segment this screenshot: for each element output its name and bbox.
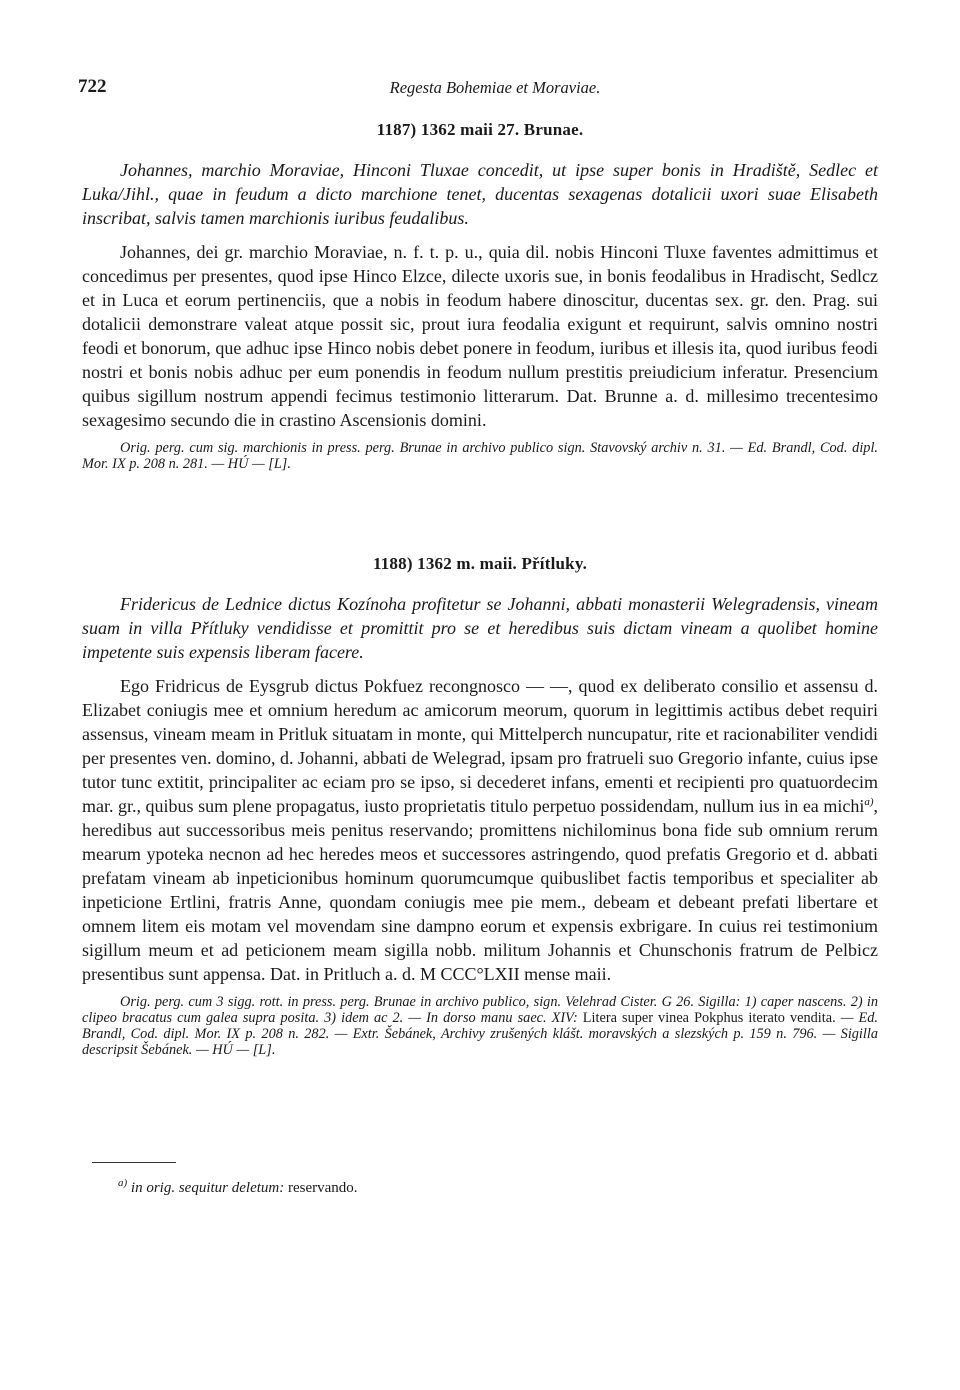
footnote-divider (92, 1162, 176, 1163)
note-part: — Ed. Brandl, Cod. dipl. Mor. IX p. 208 n. 282. — Extr. Šebánek, Archivy zrušených klášt. moravských a slezských p. 159 n. 796. — Sigilla descripsit Šebánek. — HÚ — [L]. (82, 1010, 878, 1058)
entry-1188 (82, 554, 878, 1058)
note-part: Orig. perg. cum 3 sigg. rott. in press. perg. Brunae in archivo publico, sign. Velehrad Cister. G 26. Sigilla: 1) caper nascens. 2) in clipeo bracatus cum galea supra posita. 3) idem ac 2. — In dorso manu saec. XIV: (82, 994, 878, 1026)
entry-heading (82, 554, 878, 574)
entry-note (82, 994, 878, 1058)
entry-text (82, 674, 878, 986)
footnote-text: reservando. (288, 1180, 358, 1196)
entry-number: 1188) (372, 554, 413, 573)
footnote-reference: a) (864, 796, 874, 808)
text-part: , heredibus aut successoribus meis penitus reservando; promittens nichilominus bona fide sub omnium rerum mearum ypoteka necnon ad hec heredes meos et successores astringendo, quod prefatis Gregorio et d. abbati prefatam vineam ab inpeticionibus hominum quorumcumque quibuslibet factis temporibus et specialiter ab inpeticione Ertlini, fratris Anne, quondam coniugis mee pie mem., debeam et debeant prefati libertare et omnem litem eis motam vel movendam sine dampno eorum et expensis exbrigare. In cuius rei testimonium sigillum meum et ad peticionem meam sigilla nobb. militum Johannis et Chunschonis fratrum de Pelbicz presentibus sunt appensa. Dat. in Pritluch a. d. M CCC°LXII mense maii. (82, 796, 878, 984)
entry-place: Přítluky. (521, 554, 588, 573)
footnote (118, 1177, 358, 1197)
entry-text: Johannes, dei gr. marchio Moraviae, n. f. t. p. u., quia dil. nobis Hinconi Tluxe faventes admittimus et concedimus per presentes, quod ipse Hinco Elzce, dilecte uxoris sue, in bonis feodalibus in Hradischt, Sedlcz et in Luca et eorum pertinenciis, que a nobis in feodum habere dinoscitur, ducentas sex. gr. den. Prag. sui dotalicii demonstrare valeat atque possit sic, prout iura feodalia exigunt et requirunt, salvis omnino nostri feodi et bonorum, que adhuc ipse Hinco nobis debet ponere in feodum, iuribus et illesis ita, quod iuribus feodi nostri et bonis nobis adhuc per eum ponendis in feodum nullum prestitis preiudicium inferatur. Presencium quibus sigillum nostrum appendi fecimus testimonio litterarum. Dat. Brunne a. d. millesimo trecentesimo sexagesimo secundo die in crastino Ascensionis domini. (82, 242, 878, 430)
footnote-italic-text: in orig. sequitur deletum: (127, 1180, 288, 1196)
entry-note: Orig. perg. cum sig. marchionis in press. perg. Brunae in archivo publico sign. Stavovský archiv n. 31. — Ed. Brandl, Cod. dipl. Mor. IX p. 208 n. 281. — HÚ — [L]. (82, 440, 878, 472)
entry-heading (82, 120, 878, 140)
entry-date: 1362 m. maii. (417, 554, 518, 573)
text-part: Ego Fridricus de Eysgrub dictus Pokfuez recongnosco — —, quod ex deliberato consilio et assensu d. Elizabet coniugis mee et omnium heredum ac amicorum meorum, quorum in legittimis actibus debet requiri assensus, vineam meam in Pritluk situatam in monte, qui Mittelperch nuncupatur, rite et racionabiliter vendidi per presentes ven. domino, d. Johanni, abbati de Welegrad, ipsam pro fratrueli suo Gregorio infante, cuius ipse tutor tunc extitit, principaliter ac eciam pro se ipso, si decederet infans, ementi et recipienti pro quatuordecim mar. gr., quibus sum plene propagatus, iusto proprietatis titulo perpetuo possidendam, nullum ius in ea michi (82, 676, 878, 816)
running-title: Regesta Bohemiae et Moraviae. (389, 78, 601, 97)
page-number: 722 (78, 76, 107, 97)
entry-summary: Fridericus de Lednice dictus Kozínoha profitetur se Johanni, abbati monasterii Welegradensis, vineam suam in villa Přítluky vendidisse et promittit pro se et heredibus suis dictam vineam a quolibet homine impetente suis expensis liberam facere. (82, 594, 878, 662)
entry-date: 1362 maii 27. (420, 120, 520, 139)
entry-number: 1187) (376, 120, 417, 139)
footnote-mark: a) (118, 1177, 128, 1189)
entry-1187 (82, 120, 878, 472)
note-quotation: Litera super vinea Pokphus iterato vendita. (582, 1010, 836, 1026)
entry-place: Brunae. (523, 120, 584, 139)
entry-summary: Johannes, marchio Moraviae, Hinconi Tluxae concedit, ut ipse super bonis in Hradiště, Sedlec et Luka/Jihl., quae in feudum a dicto marchione tenet, ducentas sexagenas dotalicii uxori suae Elisabeth inscribat, salvis tamen marchionis iuribus feudalibus. (82, 160, 878, 228)
